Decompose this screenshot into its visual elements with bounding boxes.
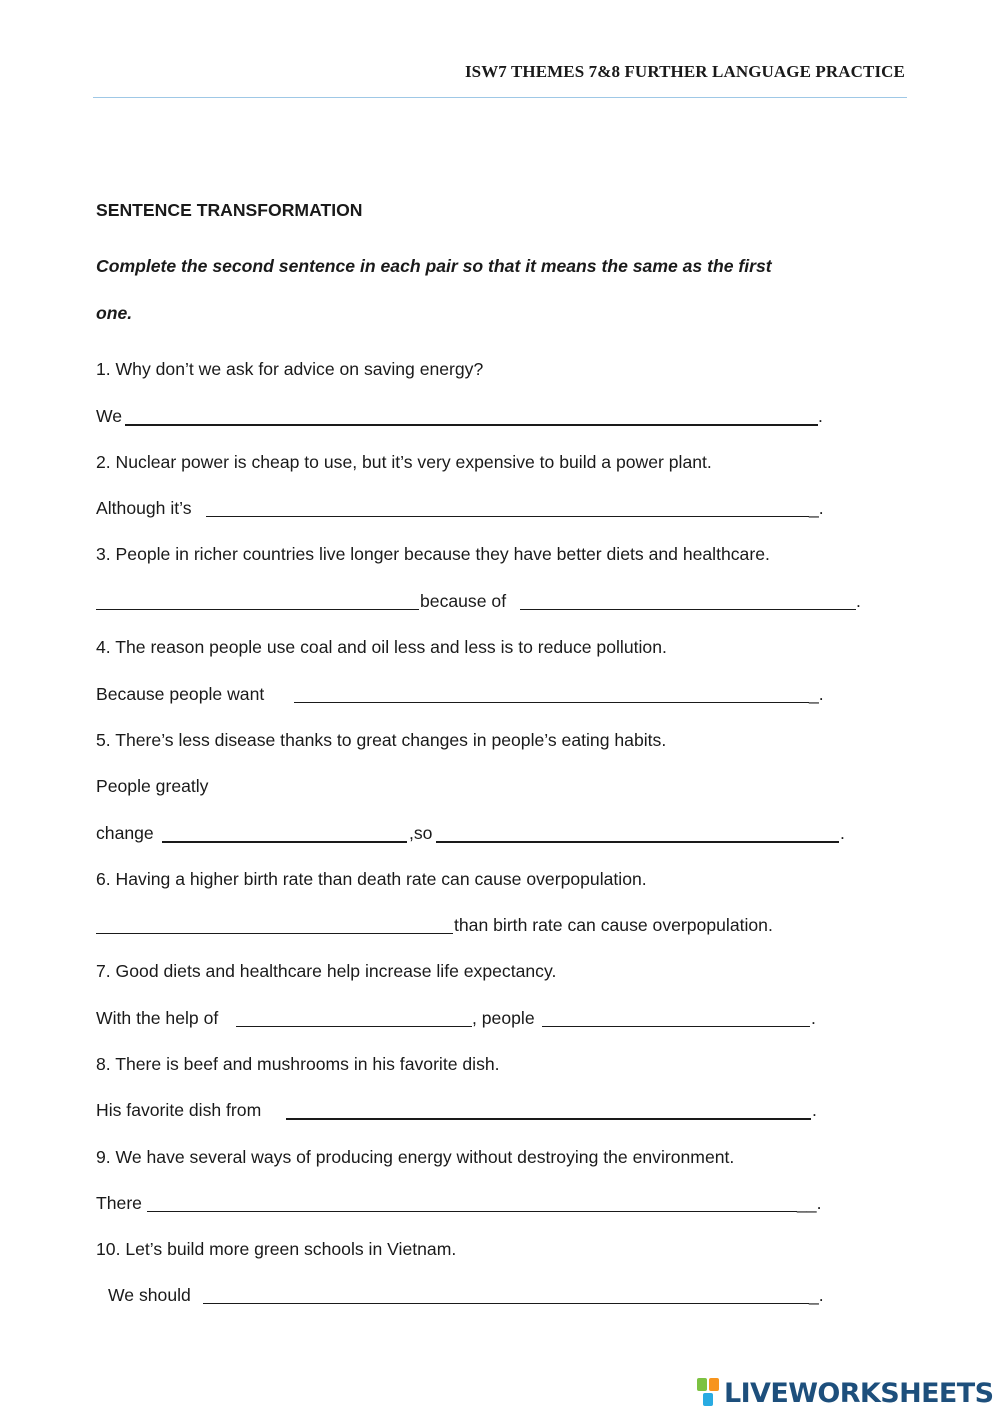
question-5-starter-line-1: People greatly [96,776,209,796]
instruction-line-2: one. [96,303,133,323]
answer-4-blank[interactable] [294,702,809,703]
answer-9-blank[interactable] [147,1211,797,1212]
document-header: ISW7 THEMES 7&8 FURTHER LANGUAGE PRACTICE [464,62,905,81]
answer-1-blank[interactable] [125,424,818,426]
question-8-prompt: 8. There is beef and mushrooms in his favorite dish. [96,1054,500,1074]
header-divider [93,97,907,98]
answer-7-blank-2[interactable] [542,1026,810,1027]
question-4-starter: Because people want [96,684,265,704]
question-1-prompt: 1. Why don’t we ask for advice on saving energy? [96,359,484,379]
question-9-starter: There [96,1193,142,1213]
question-10-prompt: 10. Let’s build more green schools in Vietnam. [96,1239,457,1259]
question-4-prompt: 4. The reason people use coal and oil less and less is to reduce pollution. [96,637,667,657]
question-10-starter: We should [108,1285,191,1305]
answer-3-blank-1[interactable] [96,609,419,610]
question-6-tail: than birth rate can cause overpopulation. [454,915,773,935]
answer-6-blank[interactable] [96,933,453,934]
question-4-end: _. [809,684,824,704]
question-5-prompt: 5. There’s less disease thanks to great changes in people’s eating habits. [96,730,667,750]
question-2-prompt: 2. Nuclear power is cheap to use, but it’s very expensive to build a power plant. [96,452,712,472]
question-9-end: __. [797,1193,822,1213]
question-3-prompt: 3. People in richer countries live longer because they have better diets and healthcare. [96,544,770,564]
answer-2-blank[interactable] [206,516,809,517]
question-9-prompt: 9. We have several ways of producing energy without destroying the environment. [96,1147,735,1167]
answer-8-blank[interactable] [286,1118,811,1120]
answer-10-blank[interactable] [203,1303,809,1304]
question-3-middle: because of [420,591,507,611]
answer-3-blank-2[interactable] [520,609,856,610]
question-1-end: . [818,406,823,426]
question-5-end: . [840,823,845,843]
question-1-starter: We [96,406,123,426]
question-10-end: _. [809,1285,824,1305]
question-5-middle: ,so [409,823,433,843]
question-2-end: _. [809,498,824,518]
question-8-end: . [812,1100,817,1120]
question-3-end: . [856,591,861,611]
liveworksheets-logo-text: LIVEWORKSHEETS [724,1377,994,1409]
liveworksheets-logo-mark-icon [697,1378,721,1408]
instruction-line-1: Complete the second sentence in each pair so that it means the same as the first [96,256,772,276]
question-7-starter: With the help of [96,1008,219,1028]
answer-7-blank-1[interactable] [236,1026,472,1027]
question-6-prompt: 6. Having a higher birth rate than death rate can cause overpopulation. [96,869,647,889]
question-5-starter-line-2: change [96,823,154,843]
question-7-end: . [811,1008,816,1028]
liveworksheets-logo [697,1375,993,1411]
answer-5-blank-1[interactable] [162,841,407,843]
question-7-prompt: 7. Good diets and healthcare help increase life expectancy. [96,961,557,981]
question-2-starter: Although it’s [96,498,192,518]
question-8-starter: His favorite dish from [96,1100,262,1120]
answer-5-blank-2[interactable] [436,841,839,843]
section-title: SENTENCE TRANSFORMATION [96,200,363,220]
question-7-middle: , people [472,1008,535,1028]
